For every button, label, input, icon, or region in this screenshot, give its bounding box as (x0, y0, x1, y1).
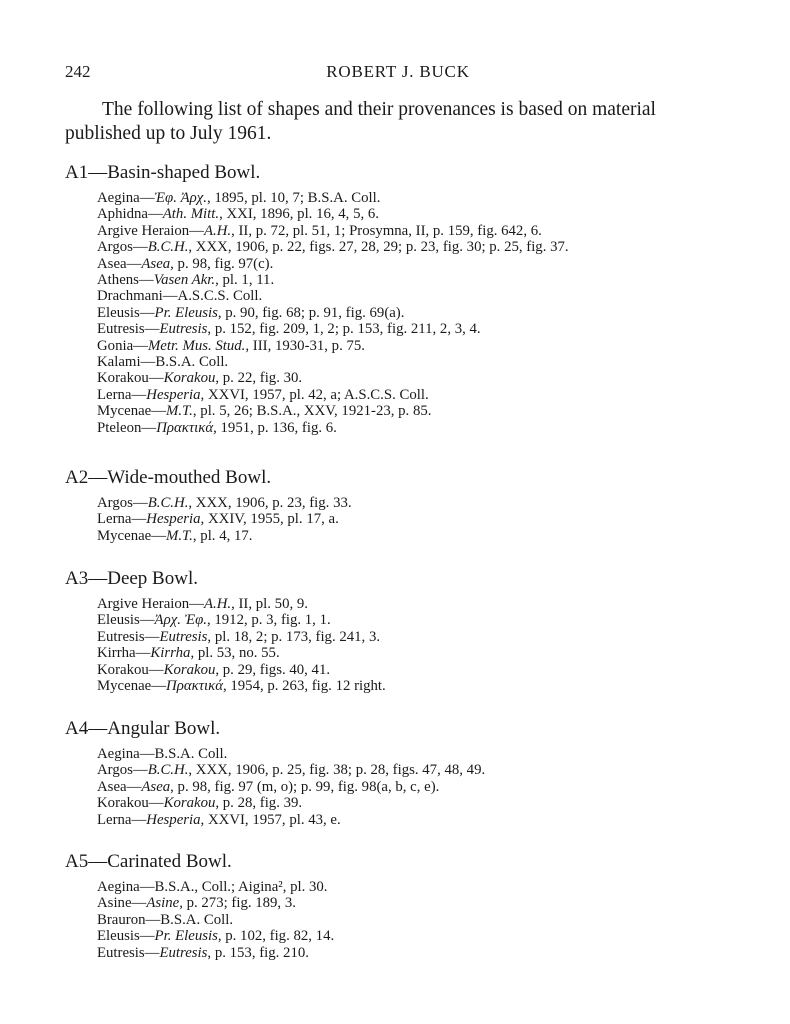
site-name: Aphidna— (97, 206, 163, 223)
shape-section (65, 851, 745, 961)
site-name: Drachmani— (97, 288, 178, 305)
section-title: A4—Angular Bowl. (65, 718, 221, 739)
site-name: Lerna— (97, 811, 147, 828)
citation-detail: , p. 98, fig. 97 (m, o); p. 99, fig. 98(a, b, c, e). (170, 778, 440, 795)
provenance-entry (65, 321, 745, 337)
site-name: Kirrha— (97, 645, 151, 662)
site-name: Asine— (97, 895, 147, 912)
publication-reference: Hesperia (146, 511, 201, 528)
citation-detail: , pl. 5, 26; B.S.A., XXV, 1921-23, p. 85. (192, 403, 432, 420)
provenance-entry (65, 420, 745, 436)
provenance-entry (65, 746, 745, 762)
shape-section (65, 162, 745, 436)
publication-reference: Kirrha (150, 645, 191, 662)
publication-reference: B.C.H. (147, 239, 189, 256)
provenance-entry (65, 812, 745, 828)
publication-reference: Ἐφ. Ἀρχ. (154, 190, 207, 206)
site-name: Argos— (97, 495, 148, 511)
provenance-entry (65, 928, 745, 944)
site-name: Mycenae— (97, 678, 167, 695)
citation-detail: , p. 22, fig. 30. (215, 370, 303, 387)
provenance-entry (65, 629, 745, 645)
provenance-entry (65, 912, 745, 928)
provenance-entry (65, 511, 745, 527)
citation-detail: , pl. 53, no. 55. (190, 645, 280, 662)
citation-detail: , pl. 1, 11. (215, 272, 275, 289)
provenance-entry (65, 662, 745, 678)
citation-detail: , II, pl. 50, 9. (231, 596, 308, 612)
provenance-entry (65, 190, 745, 206)
citation-detail: , XXIV, 1955, pl. 17, a. (200, 511, 339, 528)
citation-detail: , p. 153, fig. 210. (207, 944, 309, 961)
site-name: Pteleon— (97, 419, 157, 436)
citation-detail: , pl. 18, 2; p. 173, fig. 241, 3. (207, 628, 381, 645)
provenance-entry (65, 223, 745, 239)
publication-reference: A.H. (203, 596, 232, 612)
site-name: Eleusis— (97, 612, 155, 629)
site-name: Argos— (97, 239, 148, 256)
publication-reference: B.C.H. (147, 495, 189, 511)
site-name: Asea— (97, 778, 142, 795)
shape-section (65, 467, 745, 544)
site-name: Korakou— (97, 795, 164, 812)
provenance-entry (65, 206, 745, 222)
publication-reference: Pr. Eleusis (154, 928, 218, 945)
site-name: Eutresis— (97, 944, 160, 961)
citation-detail: A.S.C.S. Coll. (177, 288, 263, 305)
site-name: Lerna— (97, 386, 147, 403)
provenance-entry (65, 370, 745, 386)
provenance-entry (65, 678, 745, 694)
citation-detail: B.S.A., Coll.; Aigina², pl. 30. (154, 879, 328, 895)
provenance-entry (65, 596, 745, 612)
citation-detail: , p. 98, fig. 97(c). (170, 255, 274, 272)
citation-detail: , 1895, pl. 10, 7; B.S.A. Coll. (206, 190, 381, 206)
section-title: A5—Carinated Bowl. (65, 851, 232, 872)
site-name: Mycenae— (97, 527, 167, 544)
citation-detail: , XXX, 1906, p. 22, figs. 27, 28, 29; p. 23, fig. 30; p. 25, fig. 37. (188, 239, 569, 256)
site-name: Eutresis— (97, 628, 160, 645)
site-name: Lerna— (97, 511, 147, 528)
publication-reference: Eutresis (159, 628, 208, 645)
provenance-entry (65, 239, 745, 255)
site-name: Aegina— (97, 879, 155, 895)
site-name: Korakou— (97, 661, 164, 678)
publication-reference: Eutresis (159, 321, 208, 338)
citation-detail: , 1912, p. 3, fig. 1, 1. (206, 612, 331, 629)
provenance-entry (65, 945, 745, 961)
citation-detail: , XXI, 1896, pl. 16, 4, 5, 6. (219, 206, 379, 223)
intro-paragraph: The following list of shapes and their provenances is based on material published up to July 1961. (65, 99, 656, 144)
provenance-entry (65, 895, 745, 911)
provenance-entry (65, 762, 745, 778)
publication-reference: Korakou (163, 370, 216, 387)
provenance-entry (65, 612, 745, 628)
provenance-entry (65, 645, 745, 661)
provenance-entry (65, 387, 745, 403)
publication-reference: Hesperia (146, 386, 201, 403)
publication-reference: Korakou (163, 795, 216, 812)
shape-section (65, 718, 745, 828)
publication-reference: Pr. Eleusis (154, 304, 218, 321)
shape-section (65, 568, 745, 694)
provenance-entry (65, 338, 745, 354)
site-name: Gonia— (97, 337, 148, 354)
publication-reference: Ἀρχ. Ἐφ. (154, 612, 207, 629)
publication-reference: B.C.H. (147, 762, 189, 779)
citation-detail: , II, p. 72, pl. 51, 1; Prosymna, II, p. 159, fig. 642, 6. (231, 222, 542, 239)
site-name: Brauron— (97, 911, 161, 928)
publication-reference: Korakou (163, 661, 216, 678)
citation-detail: , XXVI, 1957, pl. 42, a; A.S.C.S. Coll. (200, 386, 429, 403)
citation-detail: , p. 90, fig. 68; p. 91, fig. 69(a). (217, 304, 405, 321)
provenance-entry (65, 528, 745, 544)
publication-reference: Vasen Akr. (153, 272, 216, 289)
publication-reference: Hesperia (146, 811, 201, 828)
provenance-entry (65, 779, 745, 795)
publication-reference: Asea (141, 778, 171, 795)
provenance-entry (65, 354, 745, 370)
citation-detail: B.S.A. Coll. (160, 911, 234, 928)
section-title: A1—Basin-shaped Bowl. (65, 162, 261, 183)
site-name: Eutresis— (97, 321, 160, 338)
publication-reference: M.T. (166, 527, 193, 544)
citation-detail: , XXX, 1906, p. 25, fig. 38; p. 28, figs. 47, 48, 49. (188, 762, 486, 779)
publication-reference: Metr. Mus. Stud. (147, 337, 246, 354)
section-title: A2—Wide-mouthed Bowl. (65, 467, 272, 488)
publication-reference: Ath. Mitt. (162, 206, 220, 223)
site-name: Eleusis— (97, 304, 155, 321)
publication-reference: Asea (141, 255, 171, 272)
publication-reference: Πρακτικά (166, 678, 223, 695)
provenance-entry (65, 272, 745, 288)
citation-detail: , p. 152, fig. 209, 1, 2; p. 153, fig. 211, 2, 3, 4. (207, 321, 481, 338)
site-name: Korakou— (97, 370, 164, 387)
citation-detail: , p. 273; fig. 189, 3. (179, 895, 296, 912)
site-name: Aegina— (97, 190, 155, 206)
publication-reference: Asine (146, 895, 180, 912)
citation-detail: , XXX, 1906, p. 23, fig. 33. (188, 495, 352, 511)
site-name: Eleusis— (97, 928, 155, 945)
citation-detail: , p. 29, figs. 40, 41. (215, 661, 331, 678)
publication-reference: M.T. (166, 403, 193, 420)
citation-detail: , pl. 4, 17. (192, 527, 253, 544)
citation-detail: , 1951, p. 136, fig. 6. (213, 419, 337, 436)
running-head: ROBERT J. BUCK (326, 62, 470, 81)
site-name: Argive Heraion— (97, 222, 204, 239)
provenance-entry (65, 288, 745, 304)
site-name: Argive Heraion— (97, 596, 204, 612)
site-name: Argos— (97, 762, 148, 779)
section-title: A3—Deep Bowl. (65, 568, 198, 589)
citation-detail: , 1954, p. 263, fig. 12 right. (222, 678, 386, 695)
site-name: Mycenae— (97, 403, 167, 420)
provenance-entry (65, 495, 745, 511)
citation-detail: , XXVI, 1957, pl. 43, e. (200, 811, 341, 828)
site-name: Kalami— (97, 354, 156, 371)
site-name: Athens— (97, 272, 154, 289)
provenance-entry (65, 403, 745, 419)
citation-detail: , p. 102, fig. 82, 14. (217, 928, 335, 945)
citation-detail: B.S.A. Coll. (154, 746, 228, 762)
citation-detail: , III, 1930-31, p. 75. (245, 337, 365, 354)
provenance-entry (65, 879, 745, 895)
page-number: 242 (65, 62, 91, 81)
site-name: Asea— (97, 255, 142, 272)
provenance-entry (65, 256, 745, 272)
page-header (65, 62, 731, 86)
provenance-entry (65, 795, 745, 811)
citation-detail: , p. 28, fig. 39. (215, 795, 303, 812)
site-name: Aegina— (97, 746, 155, 762)
provenance-entry (65, 305, 745, 321)
citation-detail: B.S.A. Coll. (155, 354, 229, 371)
publication-reference: Eutresis (159, 944, 208, 961)
publication-reference: A.H. (203, 222, 232, 239)
publication-reference: Πρακτικά (156, 419, 214, 436)
